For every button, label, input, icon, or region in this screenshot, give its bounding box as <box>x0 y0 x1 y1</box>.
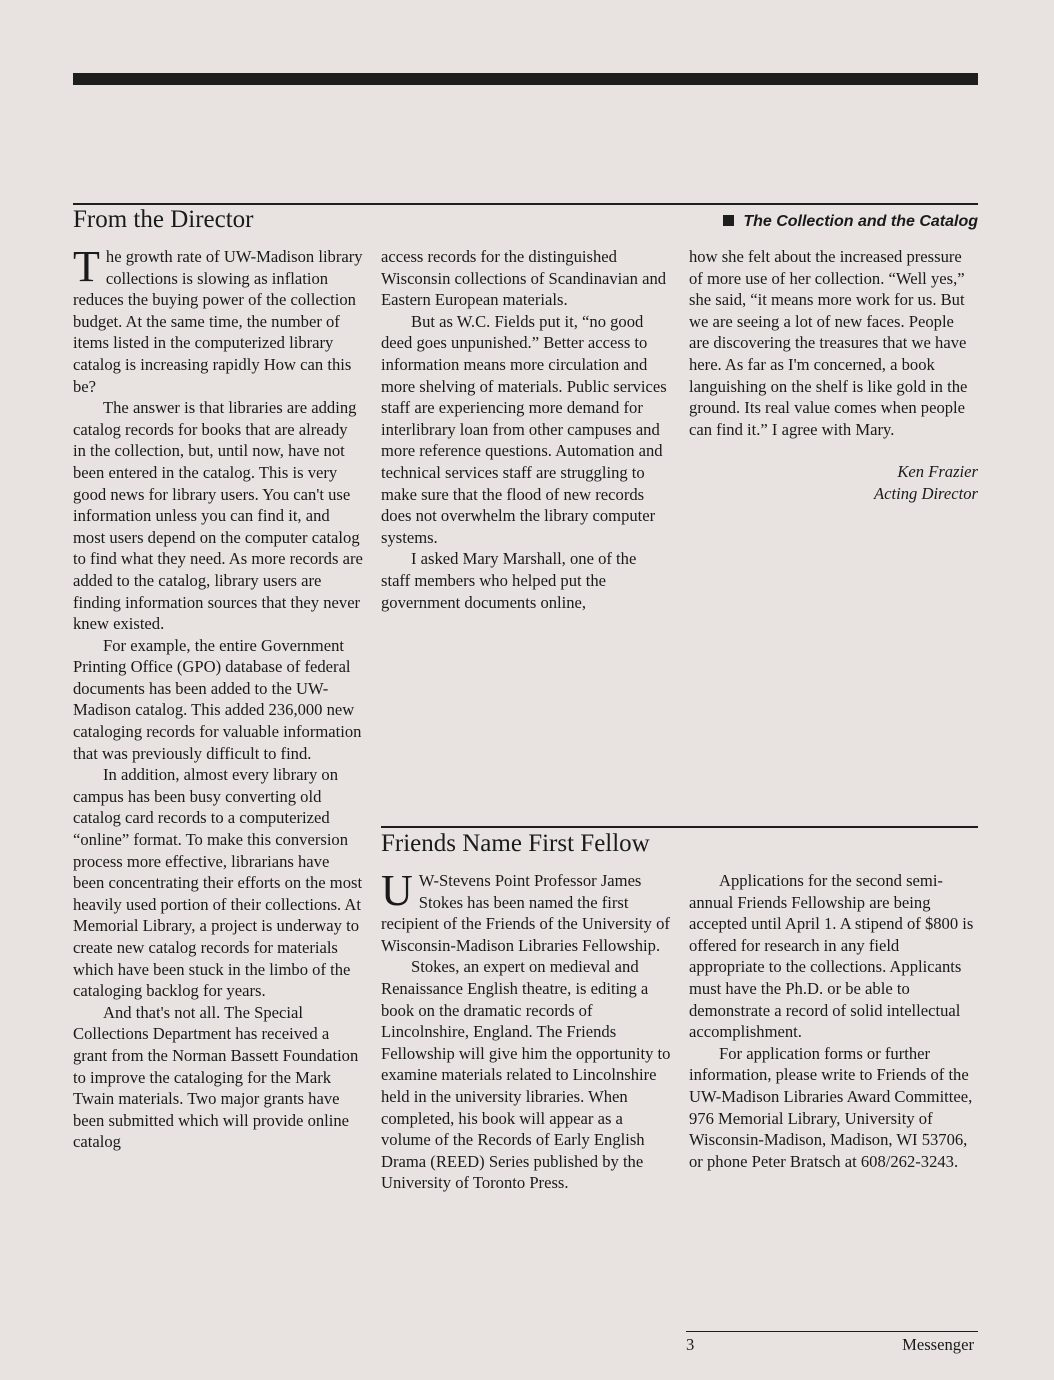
square-bullet-icon <box>723 215 734 226</box>
fellow-paragraph: U W-Stevens Point Professor James Stokes has been named the first recipient of the Friends of the University of Wisconsin-Madison Libraries Fellowship. <box>381 866 670 955</box>
fellow-paragraph: Stokes, an expert on medieval and Renaissance English theatre, is editing a book on the dramatic records of Lincolnshire, England. The Friends Fellowship will give him the opportunity to examine materials related to Lincolnshire held in the university libraries. When completed, his book will appear as a volume of the Records of Early English Drama (REED) Series published by the University of Toronto Press. <box>381 957 671 1193</box>
director-paragraph: I asked Mary Marshall, one of the staff members who helped put the government documents online, <box>381 549 637 612</box>
director-paragraph: how she felt about the increased pressure of more use of her collection. “Well yes,” she said, “it means more work for us. But we are seeing a lot of new faces. People are discovering the treasures that we have here. As far as I'm concerned, a book languishing on the shelf is like gold in the ground. Its real value comes when people can find it.” I agree with Mary. <box>689 247 968 439</box>
director-column-1 <box>73 242 363 1153</box>
director-paragraph: For example, the entire Government Printing Office (GPO) database of federal documents has been added to the UW-Madison catalog. This added 236,000 new cataloging records for valuable information that was previously difficult to find. <box>73 635 362 763</box>
fellow-heading: Friends Name First Fellow <box>381 830 650 857</box>
director-paragraph: And that's not all. The Special Collections Department has received a grant from the Norman Bassett Foundation to improve the cataloging for the Mark Twain materials. Two major grants have been submitted which will provide online catalog <box>73 1002 359 1152</box>
fellow-column-1 <box>381 866 671 1194</box>
director-paragraph: The answer is that libraries are adding catalog records for books that are already in the collection, but, until now, have not been entered in the catalog. This is very good news for library users. You can't use information unless you can find it, and most users depend on the computer catalog to find what they need. As more records are added to the catalog, library users are finding information sources that they never knew existed. <box>73 398 363 634</box>
section-tag <box>723 212 978 232</box>
signature-name: Ken Frazier <box>897 462 978 482</box>
page-number: 3 <box>686 1335 695 1354</box>
fellow-paragraph: For application forms or further information, please write to Friends of the UW-Madison Libraries Award Committee, 976 Memorial Library, University of Wisconsin-Madison, Madison, WI 53706, or phone Peter Bratsch at 608/262-3243. <box>689 1043 973 1171</box>
director-paragraph: access records for the distinguished Wisconsin collections of Scandinavian and Eastern European materials. <box>381 247 667 310</box>
publication-name: Messenger <box>902 1335 974 1354</box>
fellow-paragraph: Applications for the second semi-annual Friends Fellowship are being accepted until April 1. A stipend of $800 is offered for research in any field appropriate to the collections. Applicants must have the Ph.D. or be able to demonstrate a record of solid intellectual accomplishment. <box>689 871 974 1042</box>
director-column-3 <box>689 246 978 505</box>
footer-rule <box>686 1331 978 1332</box>
director-paragraph: In addition, almost every library on campus has been busy converting old catalog card records to a computerized “online” format. To make this conversion process more effective, librarians have been concentrating their efforts on the most heavily used portion of their collections. At Memorial Library, a project is underway to create new catalog records for materials which have been stuck in the limbo of the cataloging backlog for years. <box>73 765 363 1001</box>
drop-cap: T <box>73 242 100 291</box>
signature <box>689 461 978 504</box>
director-paragraph: The growth rate of UW-Madison library collections is slowing as inflation reduces the buying power of the collection budget. At the same time, the number of items listed in the computerized library catalog is increasing rapidly How can this be? <box>73 242 363 396</box>
fellow-section-rule <box>381 826 978 828</box>
director-column-2 <box>381 246 669 613</box>
director-heading: From the Director <box>73 206 254 233</box>
drop-cap: U <box>381 866 413 915</box>
director-paragraph: But as W.C. Fields put it, “no good deed goes unpunished.” Better access to information means more circulation and more shelving of materials. Public services staff are experiencing more demand for interlibrary loan from other campuses and more reference questions. Automation and technical services staff are struggling to make sure that the flood of new records does not overwhelm the library computer systems. <box>381 311 667 547</box>
section-tag-label: The Collection and the Catalog <box>743 213 978 230</box>
fellow-column-2 <box>689 870 978 1172</box>
signature-title: Acting Director <box>874 483 978 503</box>
top-decorative-bar <box>73 73 978 85</box>
